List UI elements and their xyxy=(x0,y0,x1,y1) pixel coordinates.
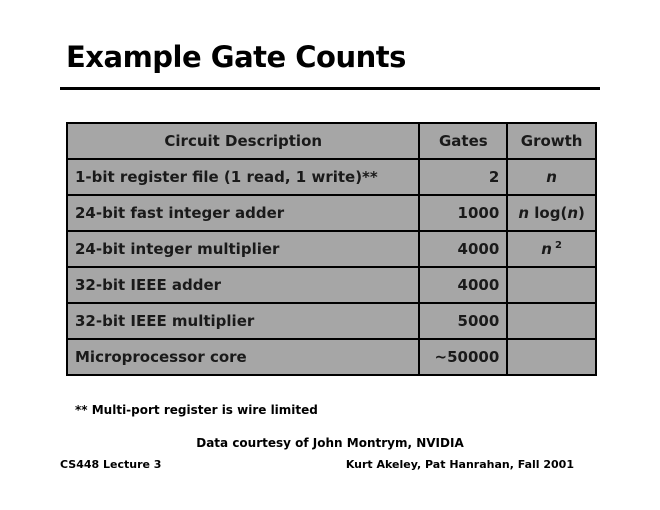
row-description: 1-bit register file (1 read, 1 write)** xyxy=(67,159,419,195)
row-gates: 1000 xyxy=(419,195,507,231)
slide-title: Example Gate Counts xyxy=(66,40,406,74)
row-growth xyxy=(507,195,596,231)
row-growth-empty xyxy=(507,303,596,339)
gate-count-table xyxy=(66,122,597,376)
row-description: Microprocessor core xyxy=(67,339,419,375)
growth-exponent: 2 xyxy=(554,240,562,251)
header-circuit-description: Circuit Description xyxy=(67,123,419,159)
growth-variable: n xyxy=(541,240,552,258)
table-row xyxy=(67,267,596,303)
data-credit: Data courtesy of John Montrym, NVIDIA xyxy=(196,436,464,450)
header-gates: Gates xyxy=(419,123,507,159)
row-description: 32-bit IEEE multiplier xyxy=(67,303,419,339)
footer-authors: Kurt Akeley, Pat Hanrahan, Fall 2001 xyxy=(345,458,574,471)
growth-variable: n xyxy=(546,168,557,186)
growth-variable: n xyxy=(518,204,530,222)
row-description: 32-bit IEEE adder xyxy=(67,267,419,303)
row-gates: ~50000 xyxy=(419,339,507,375)
row-gates: 4000 xyxy=(419,267,507,303)
footnote: ** Multi-port register is wire limited xyxy=(75,403,318,417)
row-description: 24-bit fast integer adder xyxy=(67,195,419,231)
header-growth: Growth xyxy=(507,123,596,159)
footer-lecture: CS448 Lecture 3 xyxy=(60,458,162,471)
row-growth-empty xyxy=(507,267,596,303)
row-growth xyxy=(507,159,596,195)
row-gates: 2 xyxy=(419,159,507,195)
growth-log-text: log( xyxy=(529,204,568,222)
title-underline xyxy=(60,87,600,90)
row-growth xyxy=(507,231,596,267)
table-row xyxy=(67,195,596,231)
table-row xyxy=(67,159,596,195)
row-description: 24-bit integer multiplier xyxy=(67,231,419,267)
row-gates: 4000 xyxy=(419,231,507,267)
row-growth-empty xyxy=(507,339,596,375)
growth-close-paren: ) xyxy=(578,204,585,222)
table-row xyxy=(67,231,596,267)
growth-variable: n xyxy=(567,204,579,222)
table-header-row xyxy=(67,123,596,159)
table-row xyxy=(67,339,596,375)
table-row xyxy=(67,303,596,339)
row-gates: 5000 xyxy=(419,303,507,339)
